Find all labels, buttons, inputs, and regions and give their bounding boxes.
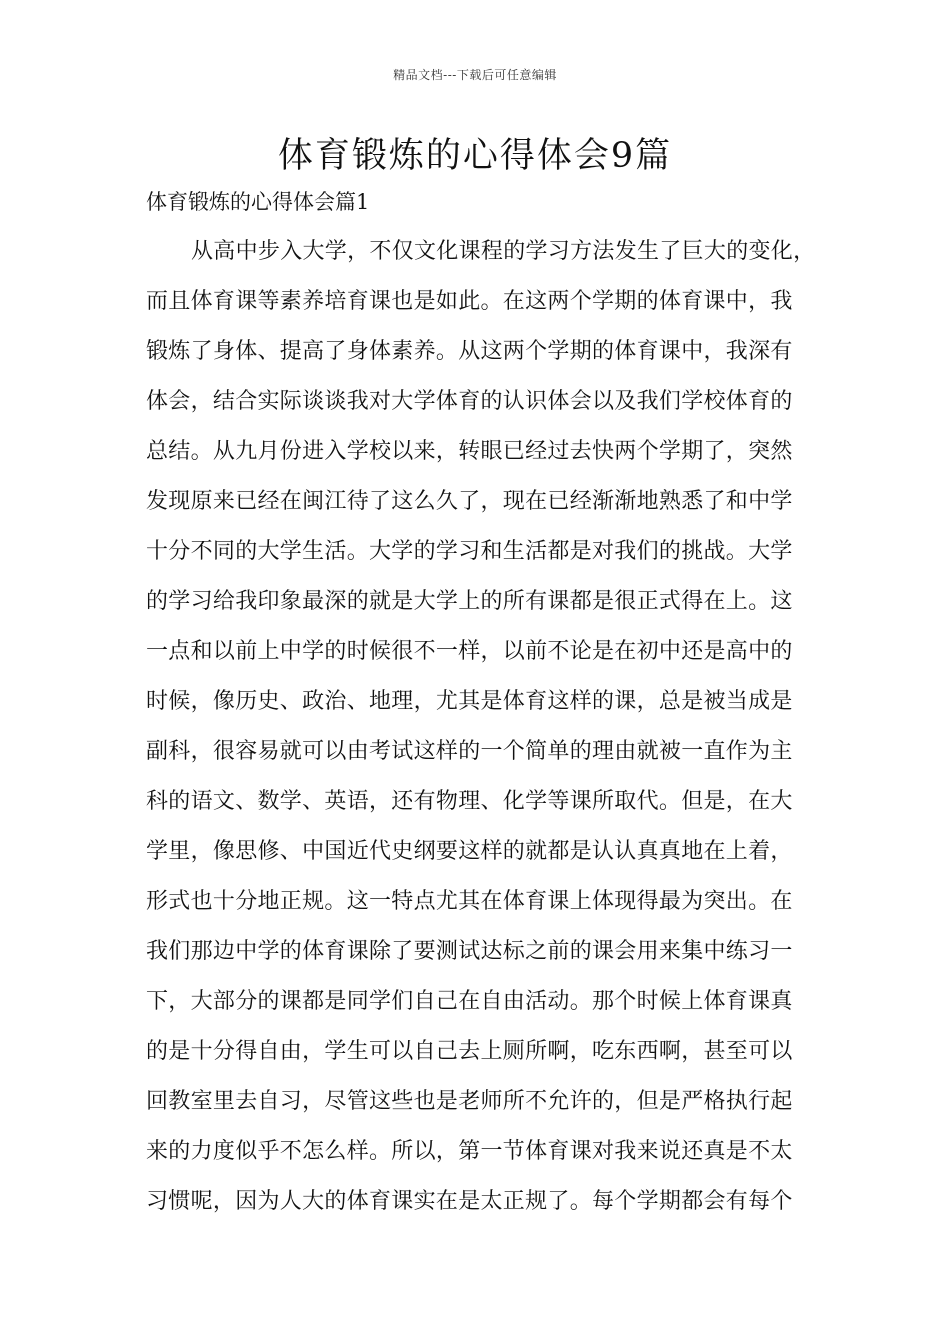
paragraph-line: 回教室里去自习，尽管这些也是老师所不允许的，但是严格执行起 (146, 1089, 793, 1114)
paragraph-line: 习惯呢，因为人大的体育课实在是太正规了。每个学期都会有每个 (146, 1189, 793, 1214)
body-paragraph (146, 230, 826, 1230)
paragraph-line: 我们那边中学的体育课除了要测试达标之前的课会用来集中练习一 (146, 939, 793, 964)
paragraph-line: 体会，结合实际谈谈我对大学体育的认识体会以及我们学校体育的 (146, 389, 793, 414)
paragraph-line: 来的力度似乎不怎么样。所以，第一节体育课对我来说还真是不太 (146, 1139, 793, 1164)
paragraph-line: 锻炼了身体、提高了身体素养。从这两个学期的体育课中，我深有 (146, 339, 793, 364)
paragraph-line: 而且体育课等素养培育课也是如此。在这两个学期的体育课中，我 (146, 289, 793, 314)
paragraph-line: 发现原来已经在闽江待了这么久了，现在已经渐渐地熟悉了和中学 (146, 489, 793, 514)
document-title: 体育锻炼的心得体会9篇 (277, 136, 673, 176)
paragraph-line: 科的语文、数学、英语，还有物理、化学等课所取代。但是，在大 (146, 789, 793, 814)
paragraph-line: 从高中步入大学，不仅文化课程的学习方法发生了巨大的变化， (191, 239, 816, 264)
paragraph-line: 的是十分得自由，学生可以自己去上厕所啊，吃东西啊，甚至可以 (146, 1039, 793, 1064)
paragraph-line: 形式也十分地正规。这一特点尤其在体育课上体现得最为突出。在 (146, 889, 793, 914)
paragraph-line: 总结。从九月份进入学校以来，转眼已经过去快两个学期了，突然 (146, 439, 793, 464)
paragraph-line: 十分不同的大学生活。大学的学习和生活都是对我们的挑战。大学 (146, 539, 793, 564)
paragraph-line: 一点和以前上中学的时候很不一样，以前不论是在初中还是高中的 (146, 639, 793, 664)
paragraph-line: 的学习给我印象最深的就是大学上的所有课都是很正式得在上。这 (146, 589, 793, 614)
section-heading: 体育锻炼的心得体会篇1 (146, 190, 370, 214)
paragraph-line: 时候，像历史、政治、地理，尤其是体育这样的课，总是被当成是 (146, 689, 793, 714)
header-note: 精品文档---下载后可任意编辑 (393, 68, 557, 82)
paragraph-line: 副科，很容易就可以由考试这样的一个简单的理由就被一直作为主 (146, 739, 793, 764)
paragraph-line: 学里，像思修、中国近代史纲要这样的就都是认认真真地在上着， (146, 839, 793, 864)
paragraph-line: 下，大部分的课都是同学们自己在自由活动。那个时候上体育课真 (146, 989, 793, 1014)
